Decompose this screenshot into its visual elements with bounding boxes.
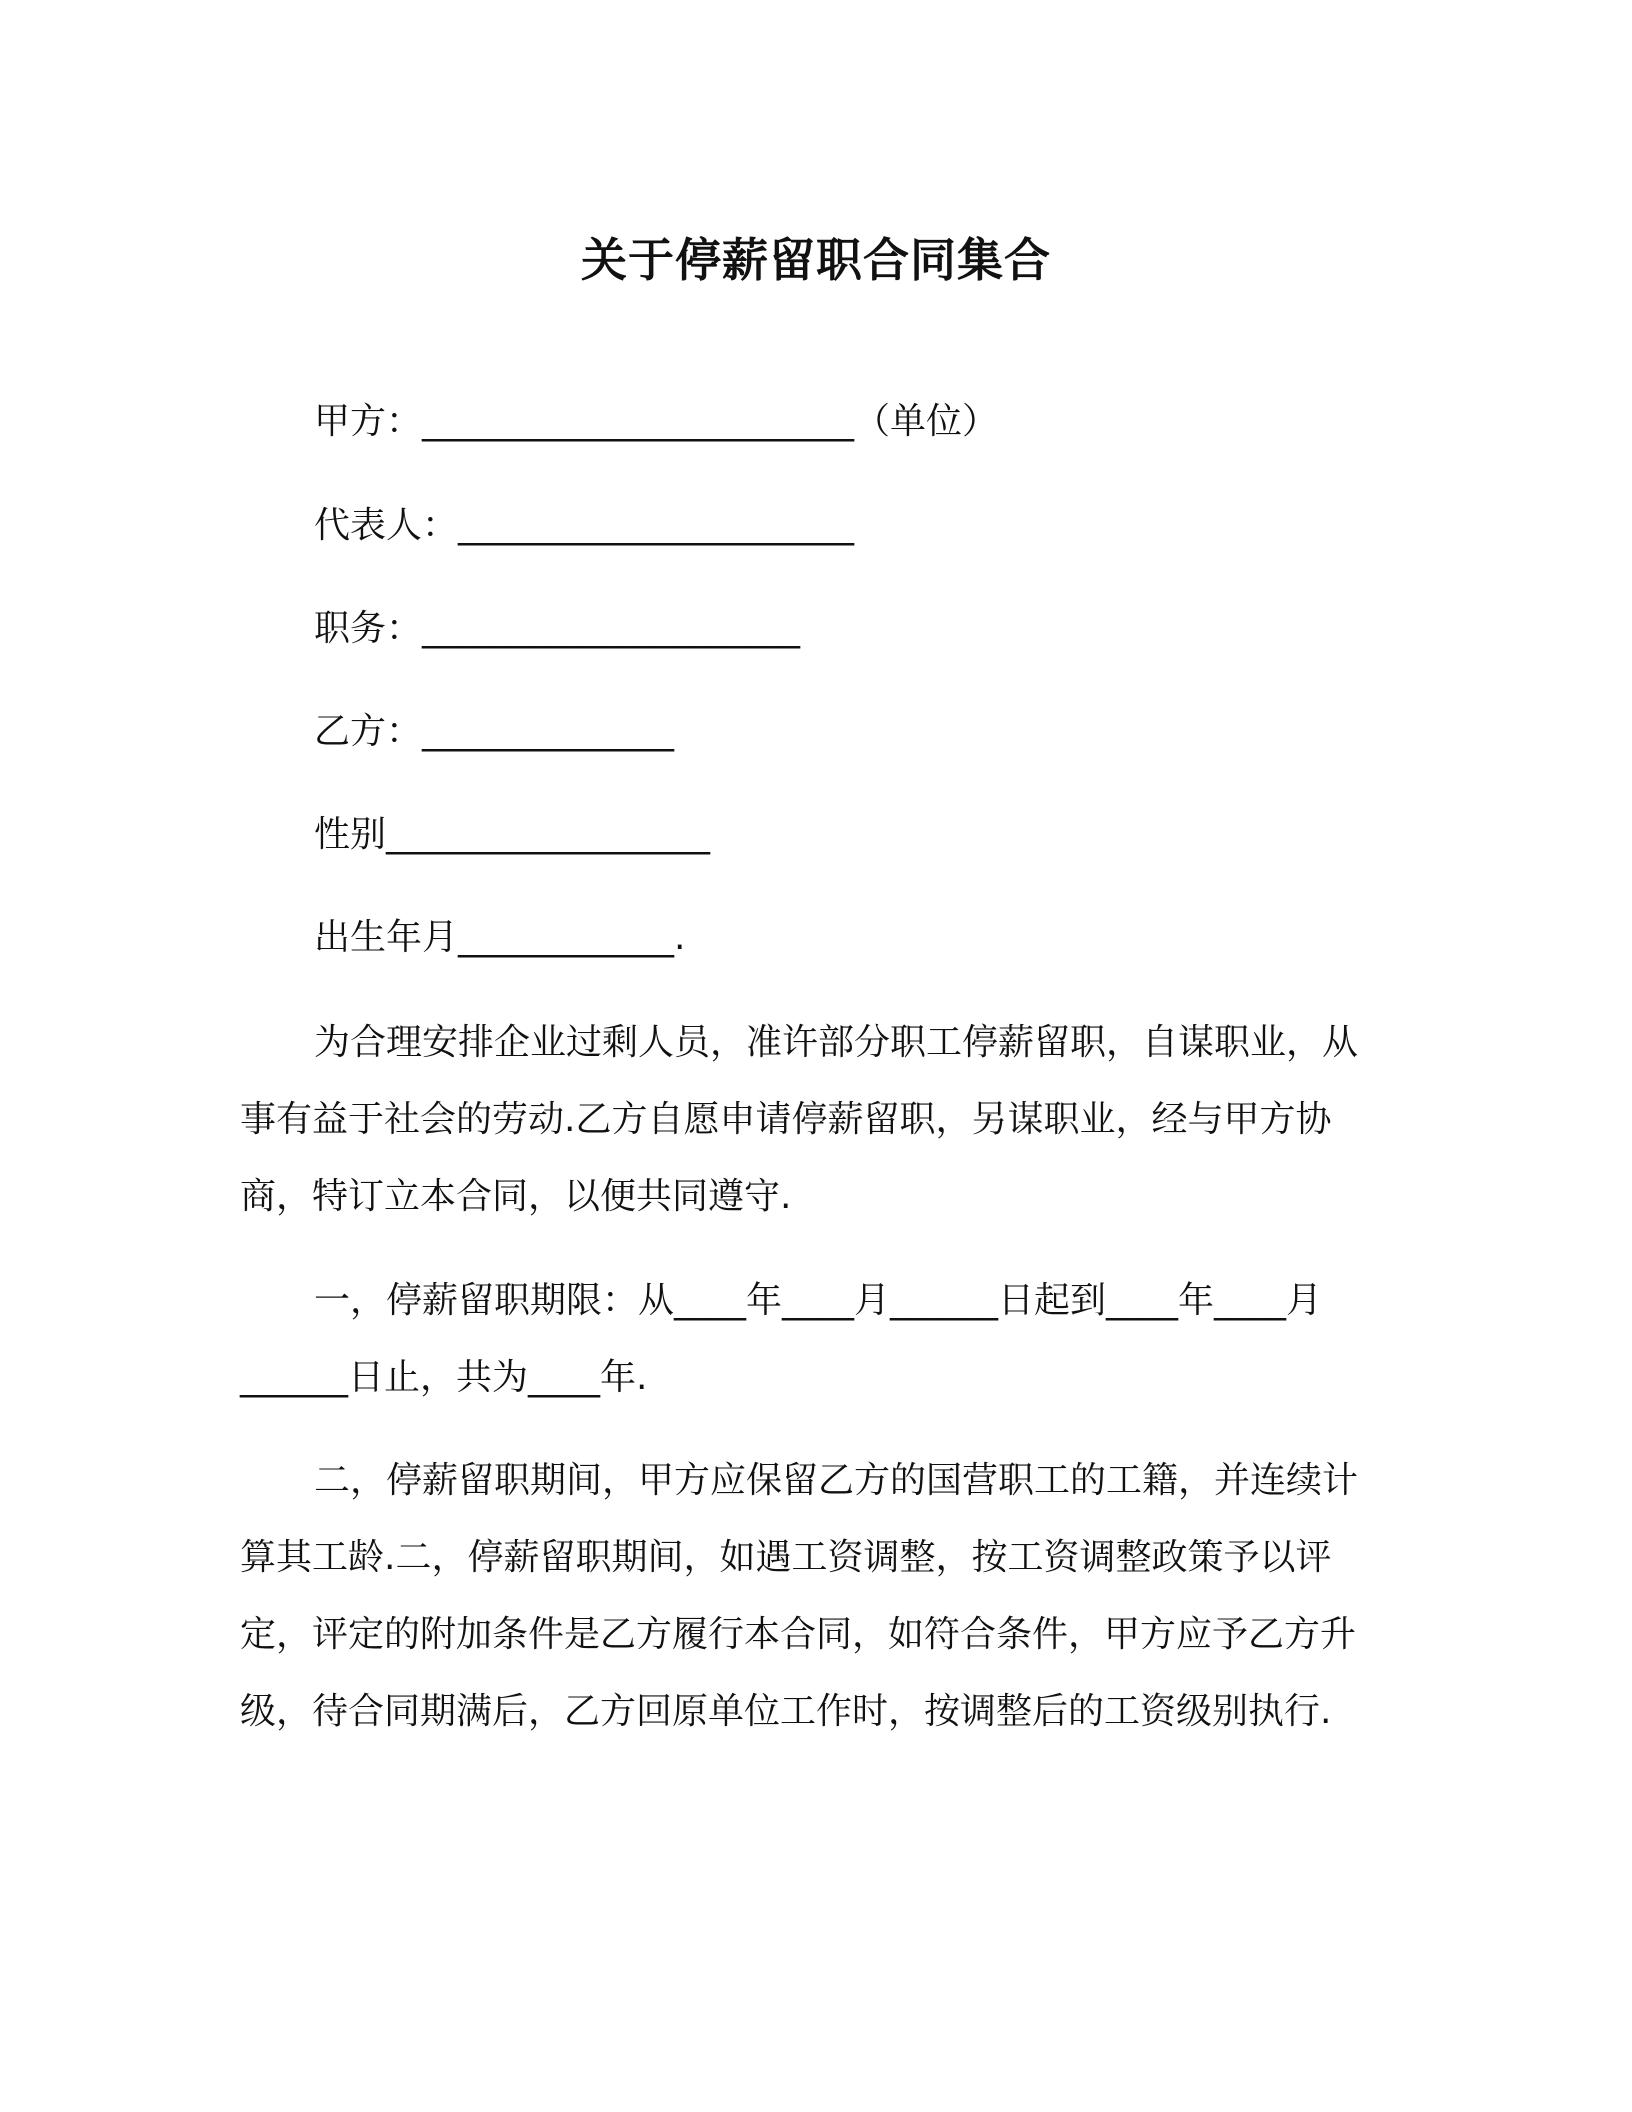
position-field: 职务：_____________________: [314, 608, 801, 649]
gender-field: 性别__________________: [314, 814, 711, 855]
birth-date-field: 出生年月____________.: [314, 917, 686, 958]
document-title: 关于停薪留职合同集合: [581, 233, 1051, 287]
intro-paragraph: 为合理安排企业过剩人员，准许部分职工停薪留职，自谋职业，从事有益于社会的劳动.乙方自愿申请停薪留职，另谋职业，经与甲方协商，特订立本合同，以便共同遵守.: [240, 1022, 1359, 1217]
clause-two-paragraph: 二，停薪留职期间，甲方应保留乙方的国营职工的工籍，并连续计算其工龄.二，停薪留职期间，如遇工资调整，按工资调整政策予以评定，评定的附加条件是乙方履行本合同，如符合条件，甲方应予乙方升级，待合同期满后，乙方回原单位工作时，按调整后的工资级别执行.: [240, 1460, 1359, 1732]
representative-field: 代表人：______________________: [314, 505, 855, 546]
party-b-field: 乙方：______________: [314, 711, 675, 752]
clause-one-paragraph: 一，停薪留职期限：从____年____月______日起到____年____月______日止，共为____年.: [240, 1280, 1323, 1398]
party-a-field: 甲方：________________________（单位）: [314, 401, 999, 442]
